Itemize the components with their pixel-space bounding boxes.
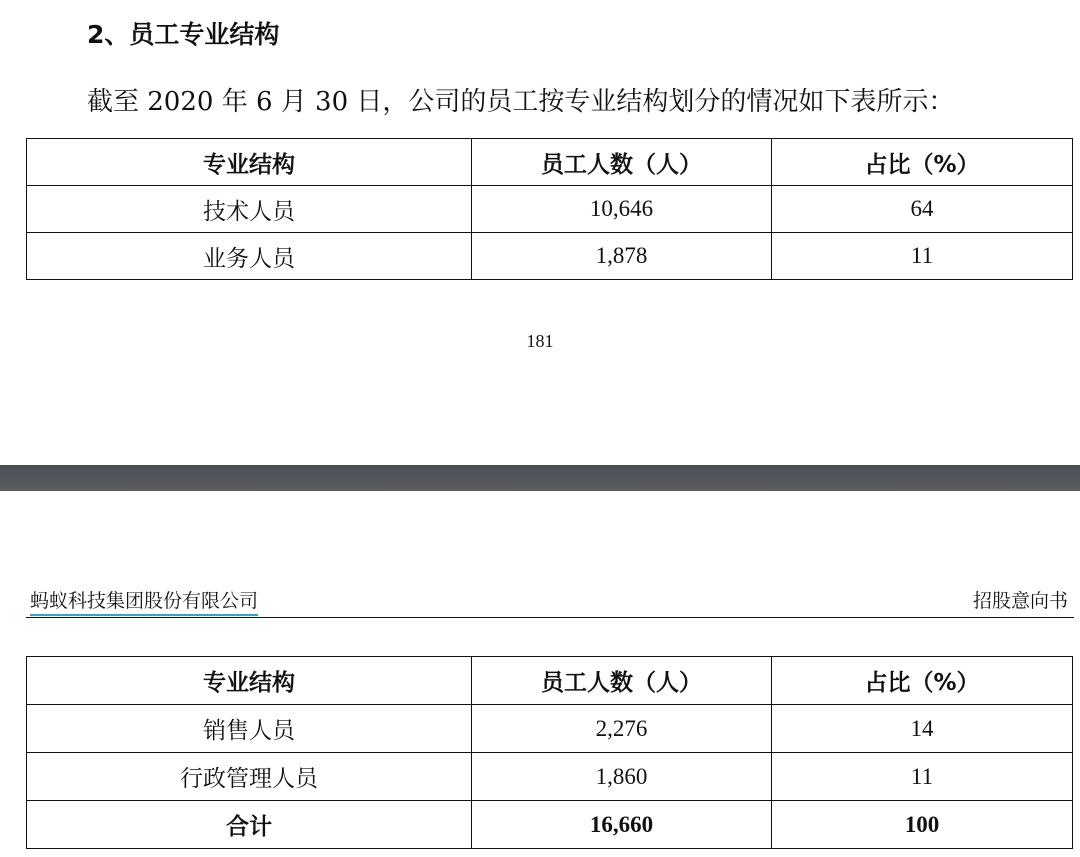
intro-paragraph: 截至 2020 年 6 月 30 日，公司的员工按专业结构划分的情况如下表所示： [87,87,955,117]
cell-ratio: 64 [772,186,1073,233]
cell-count: 2,276 [472,705,772,753]
header-company-link[interactable]: 蚂蚁科技集团股份有限公司 [30,588,258,616]
total-count: 16,660 [472,801,772,849]
employee-structure-table-part1 [26,138,1073,280]
cell-category: 行政管理人员 [27,753,472,801]
table-header-row [27,657,1073,705]
header-count: 员工人数（人） [472,657,772,705]
table-row [27,233,1073,280]
cell-ratio: 14 [772,705,1073,753]
cell-category: 销售人员 [27,705,472,753]
cell-category: 业务人员 [27,233,472,280]
page-number: 181 [526,331,554,351]
table-total-row [27,801,1073,849]
header-count: 员工人数（人） [472,139,772,186]
table-header-row [27,139,1073,186]
cell-count: 1,878 [472,233,772,280]
cell-ratio: 11 [772,233,1073,280]
cell-ratio: 11 [772,753,1073,801]
header-category: 专业结构 [27,139,472,186]
cell-category: 技术人员 [27,186,472,233]
employee-structure-table-part2 [26,656,1073,849]
header-category: 专业结构 [27,657,472,705]
table-row [27,186,1073,233]
cell-count: 10,646 [472,186,772,233]
header-ratio: 占比（%） [772,657,1073,705]
header-document-title: 招股意向书 [972,590,1068,612]
page-separator [0,465,1080,491]
total-category: 合计 [27,801,472,849]
table-row [27,705,1073,753]
table-row [27,753,1073,801]
header-divider [26,617,1074,618]
cell-count: 1,860 [472,753,772,801]
header-ratio: 占比（%） [772,139,1073,186]
section-title: 2、员工专业结构 [87,20,280,49]
total-ratio: 100 [772,801,1073,849]
